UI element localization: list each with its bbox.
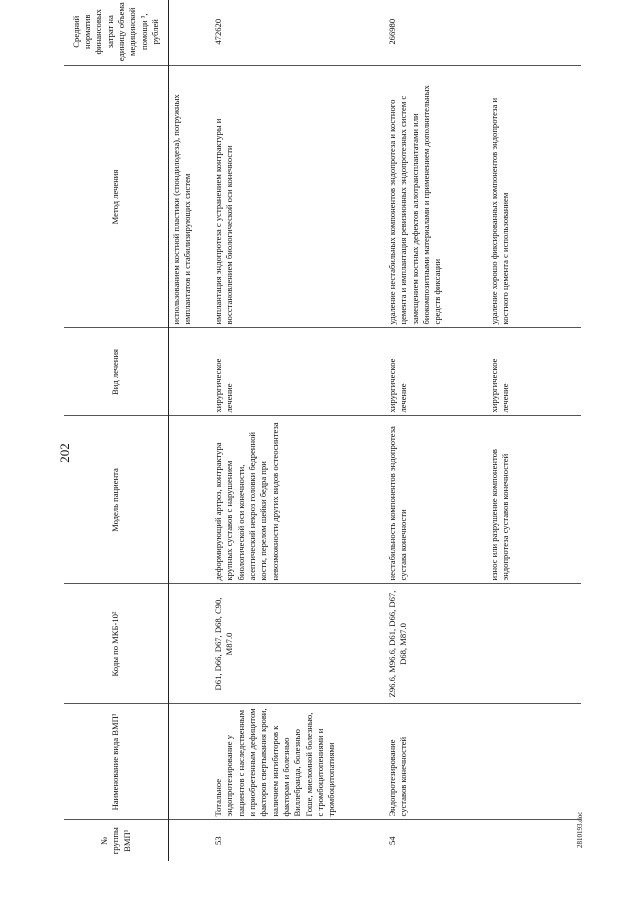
table-row-53 bbox=[211, 0, 385, 861]
cell-treatment-type: хирургическое лечение bbox=[211, 328, 385, 416]
header-name: Наименование вида ВМП¹ bbox=[64, 704, 169, 820]
cell-empty bbox=[487, 820, 581, 861]
table-row-continuation bbox=[169, 0, 212, 861]
table-header-row bbox=[64, 0, 169, 861]
cell-method: использованием костной пластики (спондилодеза), погружных имплантатов и стабилизирующих систем bbox=[169, 66, 212, 328]
rotated-table-container bbox=[64, 0, 610, 861]
cell-empty bbox=[169, 704, 212, 820]
cell-mkb: D61, D66, D67, D68, C90, M87.0 bbox=[211, 584, 385, 704]
cell-method: имплантация эндопротеза с устранением контрактуры и восстановлением биологической оси конечности bbox=[211, 66, 385, 328]
cell-name: Эндопротезирование суставов конечностей bbox=[385, 704, 487, 820]
cell-treatment-type: хирургическое лечение bbox=[487, 328, 581, 416]
cell-empty bbox=[169, 416, 212, 584]
cell-method: удаление нестабильных компонентов эндопротеза и костного цемента и имплантация ревизионных эндопротезных систем с замещением костных дефектов аллотрансплантатами или биокомпозитными материалами и применением дополнительных средств фиксации bbox=[385, 66, 487, 328]
table-row-54 bbox=[385, 0, 487, 861]
header-mkb: Коды по МКБ-10² bbox=[64, 584, 169, 704]
cell-empty bbox=[487, 584, 581, 704]
table-row-54-sub bbox=[487, 0, 581, 861]
cell-empty bbox=[169, 820, 212, 861]
cell-cost: 266980 bbox=[385, 0, 487, 66]
cell-empty bbox=[487, 704, 581, 820]
cell-empty bbox=[487, 0, 581, 66]
header-group-no: № группы ВМП¹ bbox=[64, 820, 169, 861]
header-cost: Средний норматив финансовых затрат на единицу объема медицинской помощи ³, рублей bbox=[64, 0, 169, 66]
cell-cost: 472620 bbox=[211, 0, 385, 66]
cell-model: деформирующий артроз, контрактура крупных суставов с нарушением биологической оси конечности, асептический некроз головки бедренной кости, перелом шейки бедра при невозможности других видов остеосинтеза bbox=[211, 416, 385, 584]
cell-model: износ или разрушение компонентов эндопротеза суставов конечностей bbox=[487, 416, 581, 584]
cell-group-no: 53 bbox=[211, 820, 385, 861]
doc-id: 2810193.doc bbox=[576, 811, 584, 848]
header-method: Метод лечения bbox=[64, 66, 169, 328]
header-model: Модель пациента bbox=[64, 416, 169, 584]
cell-empty bbox=[169, 584, 212, 704]
cell-mkb: Z96.6, M96.6, D61, D66, D67, D68, M87.0 bbox=[385, 584, 487, 704]
cell-model: нестабильность компонентов эндопротеза сустава конечности bbox=[385, 416, 487, 584]
cell-empty bbox=[169, 0, 212, 66]
vmp-table bbox=[64, 0, 581, 861]
cell-treatment-type: хирургическое лечение bbox=[385, 328, 487, 416]
page-number: 202 bbox=[57, 443, 72, 463]
header-treatment-type: Вид лечения bbox=[64, 328, 169, 416]
cell-name: Тотальное эндопротезирование у пациентов с наследственным и приобретенным дефицитом факторов свертывания крови, наличием ингибиторов к факторам и болезнью Виллебранда, болезнью Гоше, миеломной болезнью, с тромбоцитопениями и тромбоцитопатиями bbox=[211, 704, 385, 820]
cell-empty bbox=[169, 328, 212, 416]
cell-group-no: 54 bbox=[385, 820, 487, 861]
cell-method: удаление хорошо фиксированных компонентов эндопротеза и костного цемента с использованием bbox=[487, 66, 581, 328]
